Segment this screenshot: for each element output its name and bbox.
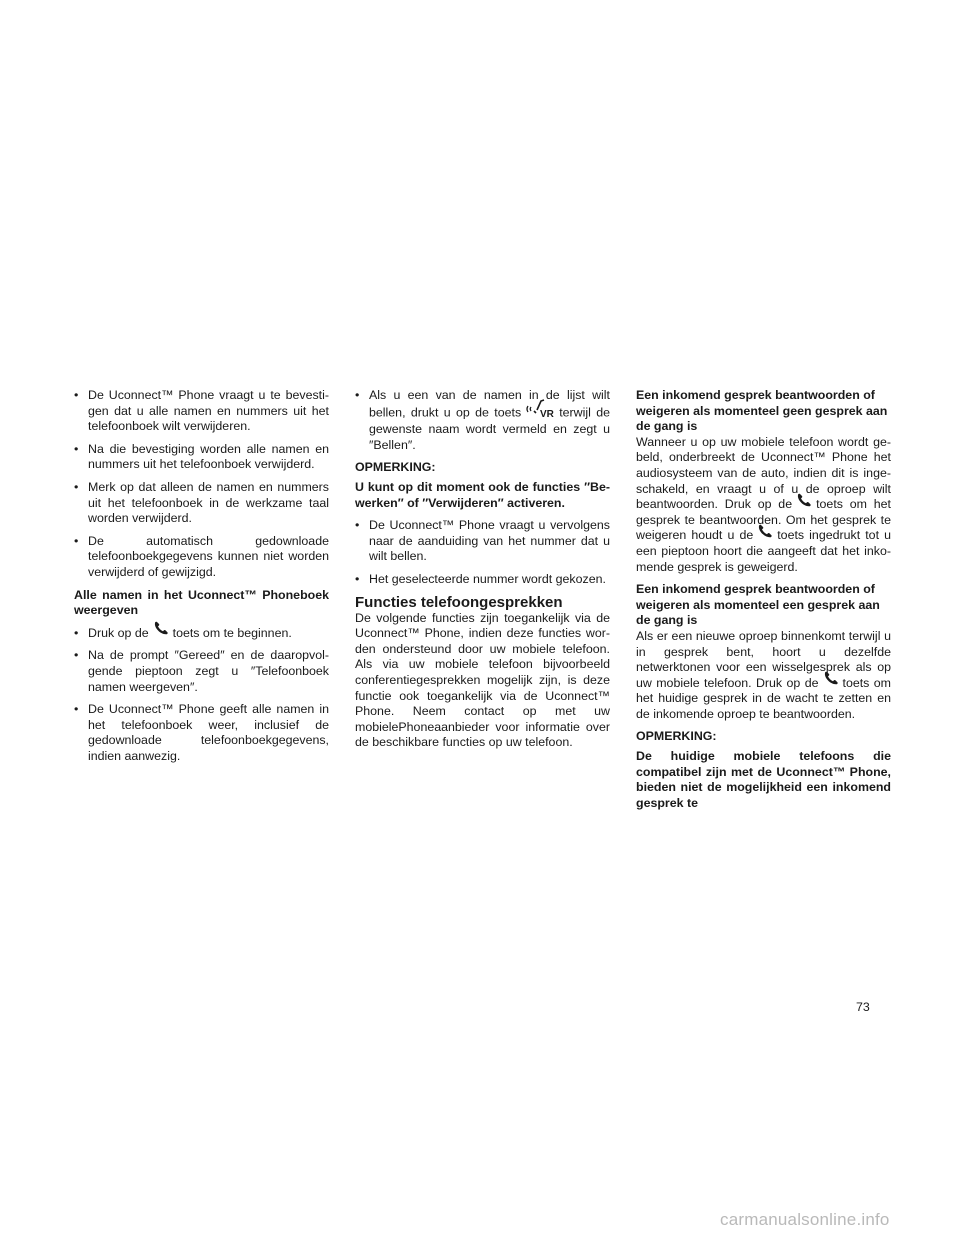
phone-icon bbox=[153, 621, 169, 640]
list-item: • De automatisch gedownloade telefoonboekgegevens kunnen niet worden verwijderd of gewijzigd. bbox=[74, 533, 329, 579]
subheading-answer-no-call: Een inkomend gesprek beantwoorden of weigeren als momenteel geen gesprek aan de gang is bbox=[636, 388, 888, 434]
section-heading-phonebook: Alle namen in het Uconnect™ Phoneboek weergeven bbox=[74, 587, 329, 618]
subheading-answer-during-call: Een inkomend gesprek beantwoorden of weigeren als momenteel een gesprek aan de gang is bbox=[636, 582, 880, 628]
note-text: De huidige mobiele telefoons die compatibel zijn met de Uconnect™ Phone, bieden niet de mogelijkheid een inkomend gesprek te bbox=[636, 749, 891, 810]
list-item: • De Uconnect™ Phone geeft alle namen in het telefoonboek weer, inclusief de gedownloade telefoonboekgegevens, indien aanwezig. bbox=[74, 702, 329, 763]
page-number: 73 bbox=[856, 1000, 870, 1014]
paragraph-answer-during-call: Als er een nieuwe oproep binnenkomt terwijl u in gesprek bent, hoort u dezelfde netwerktonen voor een wisselgesprek als op uw mobiele telefoon. Druk op de toets om het huidige gesprek in de wacht te zetten en de inkomende oproep te beantwoorden. bbox=[636, 628, 891, 721]
list-item: • Merk op dat alleen de namen en nummers uit het telefoonboek in de werkzame taal worden verwijderd. bbox=[74, 479, 329, 526]
list-item: • Druk op de toets om te beginnen. bbox=[74, 626, 329, 642]
note-text: U kunt op dit moment ook de functies ″Bewerken″ of ″Verwijderen″ activeren. bbox=[355, 479, 610, 510]
note-label: OPMERKING: bbox=[355, 460, 436, 475]
phone-icon bbox=[796, 493, 812, 512]
list-item: • Als u een van de namen in de lijst wilt bellen, drukt u op de toets VR terwijl de gewenste naam wordt vermeld en zegt u ″Bellen″. bbox=[355, 388, 610, 452]
phone-icon bbox=[757, 524, 773, 543]
section-title: Functies telefoongesprekken bbox=[355, 593, 563, 611]
list-item: • De Uconnect™ Phone vraagt u vervolgens naar de aanduiding van het nummer dat u wilt bellen. bbox=[355, 518, 610, 564]
svg-text:VR: VR bbox=[540, 408, 555, 418]
list-item: • Het geselecteerde nummer wordt gekozen. bbox=[355, 571, 606, 586]
list-item: • Na die bevestiging worden alle namen en nummers uit het telefoonboek verwijderd. bbox=[74, 441, 329, 472]
phone-icon bbox=[823, 671, 839, 690]
list-item: • De Uconnect™ Phone vraagt u te bevestigen dat u alle namen en nummers uit het telefoonboek wilt verwijderen. bbox=[74, 388, 329, 434]
column-right bbox=[636, 388, 891, 811]
section-body: De volgende functies zijn toegankelijk via de Uconnect™ Phone, indien deze functies worden ondersteund door uw mobiele telefoon. Als via uw mobiele telefoon bijvoorbeeld conferentiegesprekken mogelijk zijn, is deze functie ook toegankelijk via de Uconnect™ Phone. Neem contact op met uw mobielePhoneaanbieder voor informatie over de beschikbare functies op uw telefoon. bbox=[355, 610, 610, 750]
paragraph-answer-no-call: Wanneer u op uw mobiele telefoon wordt gebeld, onderbreekt de Uconnect™ Phone het audiosysteem van de auto, indien dit is ingeschakeld, en vraagt u of u de oproep wilt beantwoorden. Druk op de toets om het gesprek te beantwoorden. Om het gesprek te weigeren houdt u de toets ingedrukt tot u een pieptoon hoort die aangeeft dat het inkomende gesprek is geweigerd. bbox=[636, 434, 891, 574]
list-item: • Na de prompt ″Gereed″ en de daaropvolgende pieptoon zegt u ″Telefoonboek namen weergeven″. bbox=[74, 648, 329, 694]
column-left bbox=[74, 388, 329, 771]
voice-recognition-icon bbox=[525, 398, 555, 423]
watermark: carmanualsonline.info bbox=[720, 1210, 890, 1229]
column-middle bbox=[355, 388, 610, 758]
note-label: OPMERKING: bbox=[636, 729, 717, 744]
